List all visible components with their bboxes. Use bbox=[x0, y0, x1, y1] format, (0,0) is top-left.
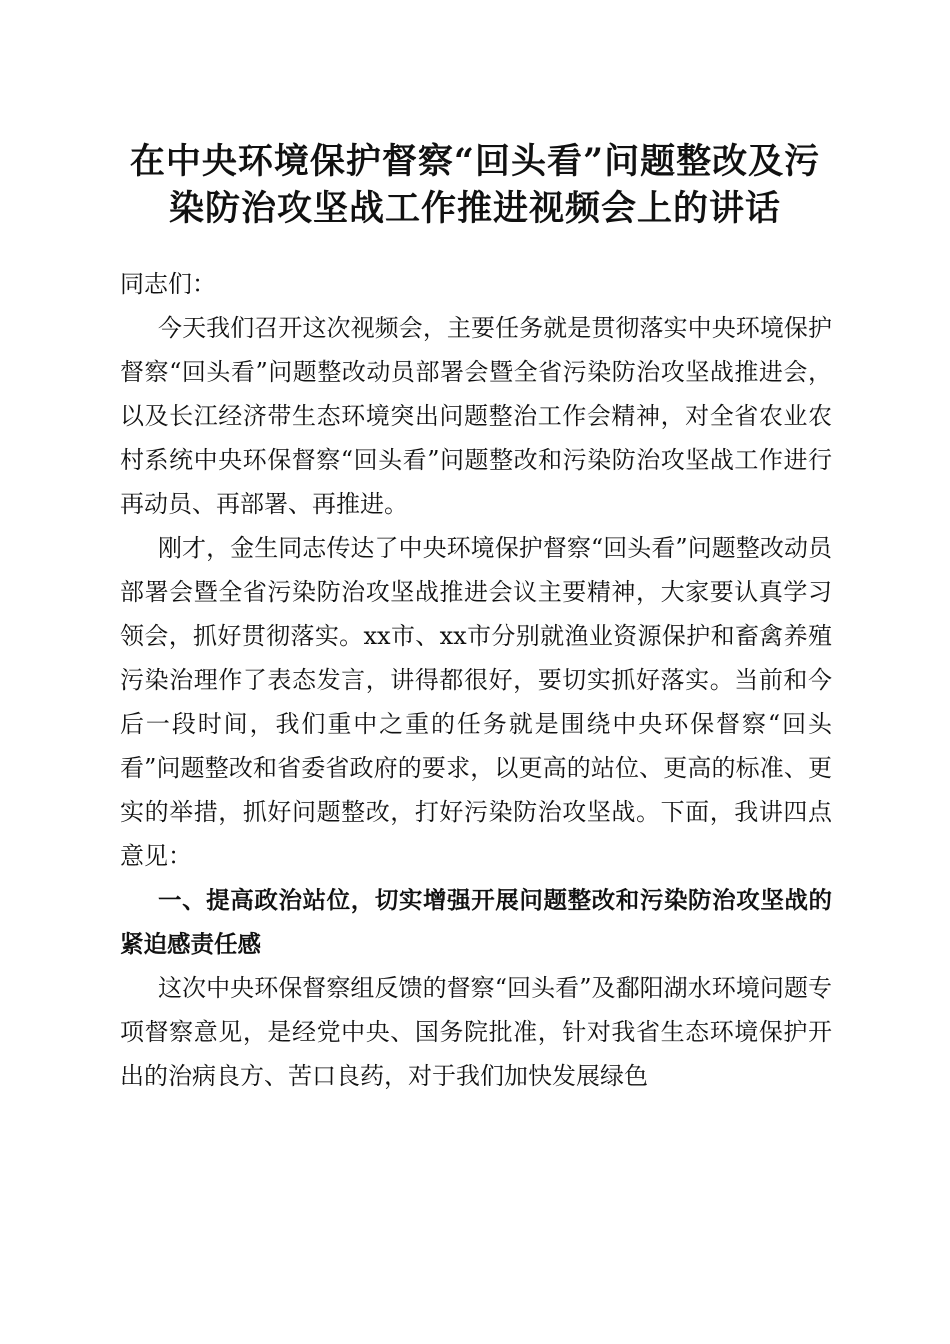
title-line-1: 在中央环境保护督察“回头看”问题整改及污 bbox=[129, 141, 821, 182]
salutation: 同志们： bbox=[120, 270, 216, 298]
section-heading-1: 一、提高政治站位，切实增强开展问题整改和污染防治攻坚战的紧迫感责任感 bbox=[120, 886, 832, 958]
section-paragraph-1: 这次中央环保督察组反馈的督察“回头看”及鄱阳湖水环境问题专项督察意见，是经党中央、国务院批准，针对我省生态环境保护开出的治病良方、苦口良药，对于我们加快发展绿色 bbox=[120, 974, 832, 1090]
document-body bbox=[120, 262, 832, 1098]
paragraph-intro: 今天我们召开这次视频会，主要任务就是贯彻落实中央环境保护督察“回头看”问题整改动员部署会暨全省污染防治攻坚战推进会，以及长江经济带生态环境突出问题整治工作会精神，对全省农业农村系统中央环保督察“回头看”问题整改和污染防治攻坚战工作进行再动员、再部署、再推进。 bbox=[120, 314, 832, 518]
paragraph-summary: 刚才，金生同志传达了中央环境保护督察“回头看”问题整改动员部署会暨全省污染防治攻坚战推进会议主要精神，大家要认真学习领会，抓好贯彻落实。xx市、xx市分别就渔业资源保护和畜禽养殖污染治理作了表态发言，讲得都很好，要切实抓好落实。当前和今后一段时间，我们重中之重的任务就是围绕中央环保督察“回头看”问题整改和省委省政府的要求，以更高的站位、更高的标准、更实的举措，抓好问题整改，打好污染防治攻坚战。下面，我讲四点意见： bbox=[120, 534, 832, 870]
page-title bbox=[100, 138, 850, 232]
title-line-2: 染防治攻坚战工作推进视频会上的讲话 bbox=[168, 188, 781, 229]
